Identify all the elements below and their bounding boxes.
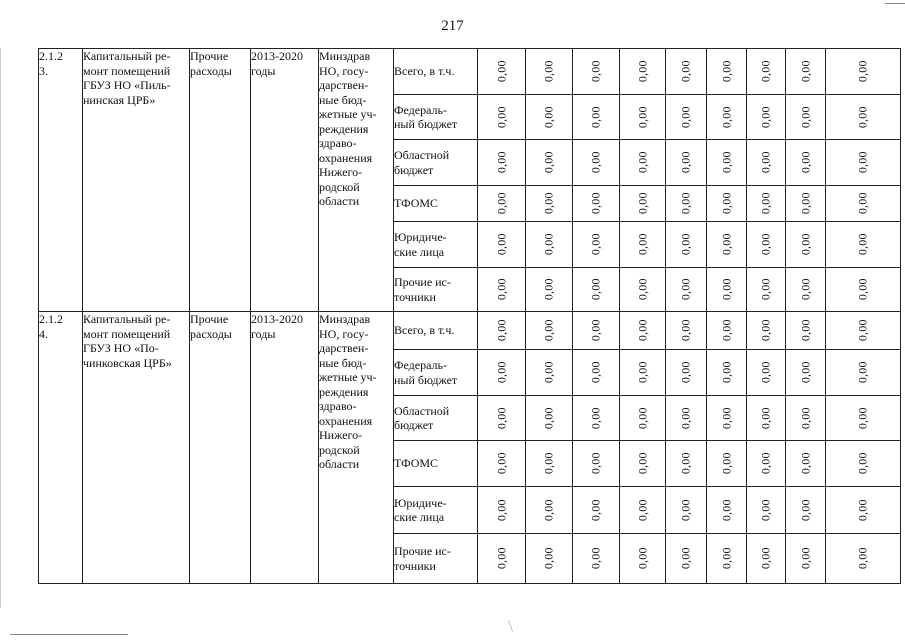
- value-cell: [826, 140, 901, 186]
- value-cell: [707, 186, 747, 222]
- value-cell: [526, 186, 573, 222]
- value-cell: [707, 534, 747, 584]
- value-cell: [826, 268, 901, 312]
- amount-value: 0,00: [758, 452, 773, 475]
- value-cell: [478, 350, 526, 396]
- value-cell: [747, 441, 786, 487]
- amount-value: 0,00: [494, 192, 509, 215]
- amount-value: 0,00: [494, 499, 509, 521]
- amount-value: 0,00: [719, 151, 734, 174]
- amount-value: 0,00: [635, 233, 650, 256]
- value-cell: [786, 312, 826, 350]
- value-cell: [478, 396, 526, 441]
- amount-value: 0,00: [758, 192, 773, 215]
- amount-value: 0,00: [855, 192, 870, 215]
- funding-source-cell: [394, 268, 478, 312]
- amount-value: 0,00: [855, 499, 870, 521]
- bottom-rule: [10, 634, 128, 635]
- amount-value: 0,00: [541, 547, 556, 570]
- value-cell: [786, 268, 826, 312]
- amount-value: 0,00: [758, 60, 773, 83]
- value-cell: [786, 441, 826, 487]
- value-cell: [826, 49, 901, 95]
- amount-value: 0,00: [798, 60, 813, 83]
- scan-edge-mark: [0, 48, 1, 608]
- amount-value: 0,00: [541, 407, 556, 429]
- amount-value: 0,00: [541, 499, 556, 521]
- value-cell: [666, 441, 707, 487]
- amount-value: 0,00: [635, 499, 650, 521]
- amount-value: 0,00: [588, 499, 603, 521]
- period: 2013-2020 годы: [251, 49, 303, 78]
- amount-value: 0,00: [494, 319, 509, 342]
- amount-value: 0,00: [758, 319, 773, 342]
- amount-value: 0,00: [541, 452, 556, 475]
- value-cell: [747, 95, 786, 140]
- value-cell: [526, 268, 573, 312]
- value-cell: [573, 534, 620, 584]
- value-cell: [786, 49, 826, 95]
- value-cell: [620, 49, 666, 95]
- value-cell: [826, 350, 901, 396]
- amount-value: 0,00: [541, 278, 556, 301]
- amount-value: 0,00: [798, 361, 813, 384]
- value-cell: [666, 95, 707, 140]
- item-code-cell: [39, 49, 83, 312]
- value-cell: [707, 49, 747, 95]
- value-cell: [786, 396, 826, 441]
- expense-type: Прочие расходы: [190, 49, 232, 78]
- value-cell: [620, 222, 666, 268]
- amount-value: 0,00: [588, 192, 603, 215]
- value-cell: [747, 350, 786, 396]
- funding-source: Юридиче- ские лица: [394, 230, 447, 259]
- item-code: 2.1.2 4.: [39, 312, 63, 341]
- amount-value: 0,00: [855, 319, 870, 342]
- amount-value: 0,00: [798, 319, 813, 342]
- table-row: [39, 312, 901, 350]
- value-cell: [666, 396, 707, 441]
- amount-value: 0,00: [541, 319, 556, 342]
- value-cell: [478, 268, 526, 312]
- value-cell: [666, 268, 707, 312]
- value-cell: [747, 140, 786, 186]
- amount-value: 0,00: [719, 361, 734, 384]
- expense-type: Прочие расходы: [190, 312, 232, 341]
- funding-source: Областной бюджет: [394, 148, 450, 177]
- amount-value: 0,00: [541, 233, 556, 256]
- value-cell: [573, 49, 620, 95]
- executor-cell: [319, 49, 394, 312]
- item-name: Капитальный ре- монт помещений ГБУЗ НО «По- чинковская ЦРБ»: [83, 312, 172, 370]
- amount-value: 0,00: [758, 547, 773, 570]
- funding-source-cell: [394, 487, 478, 534]
- amount-value: 0,00: [719, 106, 734, 128]
- value-cell: [620, 268, 666, 312]
- amount-value: 0,00: [494, 361, 509, 384]
- item-code-cell: [39, 312, 83, 584]
- value-cell: [707, 222, 747, 268]
- amount-value: 0,00: [588, 233, 603, 256]
- value-cell: [666, 186, 707, 222]
- value-cell: [707, 396, 747, 441]
- amount-value: 0,00: [635, 452, 650, 475]
- amount-value: 0,00: [855, 278, 870, 301]
- value-cell: [478, 534, 526, 584]
- value-cell: [786, 487, 826, 534]
- amount-value: 0,00: [719, 319, 734, 342]
- value-cell: [526, 350, 573, 396]
- amount-value: 0,00: [494, 452, 509, 475]
- edge-rule: [885, 3, 905, 4]
- value-cell: [826, 534, 901, 584]
- value-cell: [478, 312, 526, 350]
- amount-value: 0,00: [588, 278, 603, 301]
- value-cell: [573, 487, 620, 534]
- amount-value: 0,00: [494, 547, 509, 570]
- amount-value: 0,00: [494, 233, 509, 256]
- value-cell: [747, 268, 786, 312]
- item-name-cell: [83, 312, 190, 584]
- table-row: [39, 49, 901, 95]
- item-name: Капитальный ре- монт помещений ГБУЗ НО «Пиль- нинская ЦРБ»: [83, 49, 171, 107]
- amount-value: 0,00: [678, 407, 693, 429]
- value-cell: [526, 95, 573, 140]
- amount-value: 0,00: [758, 407, 773, 429]
- amount-value: 0,00: [678, 106, 693, 128]
- amount-value: 0,00: [758, 361, 773, 384]
- amount-value: 0,00: [635, 60, 650, 83]
- amount-value: 0,00: [798, 499, 813, 521]
- amount-value: 0,00: [798, 278, 813, 301]
- amount-value: 0,00: [678, 361, 693, 384]
- funding-source-cell: [394, 95, 478, 140]
- amount-value: 0,00: [678, 499, 693, 521]
- value-cell: [826, 186, 901, 222]
- value-cell: [666, 312, 707, 350]
- funding-source-cell: [394, 312, 478, 350]
- funding-source-cell: [394, 534, 478, 584]
- amount-value: 0,00: [855, 151, 870, 174]
- period: 2013-2020 годы: [251, 312, 303, 341]
- value-cell: [747, 487, 786, 534]
- funding-source-cell: [394, 222, 478, 268]
- value-cell: [573, 140, 620, 186]
- value-cell: [666, 487, 707, 534]
- amount-value: 0,00: [798, 547, 813, 570]
- value-cell: [526, 312, 573, 350]
- value-cell: [747, 396, 786, 441]
- value-cell: [573, 312, 620, 350]
- funding-source-cell: [394, 350, 478, 396]
- value-cell: [620, 312, 666, 350]
- scan-mark: [508, 620, 513, 632]
- value-cell: [786, 140, 826, 186]
- amount-value: 0,00: [758, 278, 773, 301]
- funding-source: Всего, в т.ч.: [394, 323, 455, 338]
- value-cell: [620, 441, 666, 487]
- amount-value: 0,00: [541, 192, 556, 215]
- amount-value: 0,00: [758, 499, 773, 521]
- value-cell: [666, 49, 707, 95]
- value-cell: [826, 312, 901, 350]
- value-cell: [666, 534, 707, 584]
- value-cell: [707, 350, 747, 396]
- value-cell: [707, 140, 747, 186]
- amount-value: 0,00: [494, 60, 509, 83]
- value-cell: [707, 441, 747, 487]
- value-cell: [478, 441, 526, 487]
- value-cell: [707, 487, 747, 534]
- amount-value: 0,00: [635, 278, 650, 301]
- value-cell: [620, 487, 666, 534]
- amount-value: 0,00: [855, 361, 870, 384]
- amount-value: 0,00: [588, 60, 603, 83]
- value-cell: [526, 140, 573, 186]
- item-name-cell: [83, 49, 190, 312]
- amount-value: 0,00: [494, 407, 509, 429]
- amount-value: 0,00: [798, 233, 813, 256]
- value-cell: [620, 350, 666, 396]
- table-body: [39, 49, 901, 584]
- amount-value: 0,00: [588, 151, 603, 174]
- value-cell: [478, 140, 526, 186]
- amount-value: 0,00: [798, 192, 813, 215]
- amount-value: 0,00: [719, 547, 734, 570]
- value-cell: [666, 222, 707, 268]
- funding-source: Областной бюджет: [394, 403, 450, 432]
- value-cell: [620, 140, 666, 186]
- value-cell: [786, 186, 826, 222]
- amount-value: 0,00: [635, 407, 650, 429]
- value-cell: [747, 186, 786, 222]
- amount-value: 0,00: [758, 106, 773, 128]
- amount-value: 0,00: [678, 319, 693, 342]
- amount-value: 0,00: [494, 151, 509, 174]
- value-cell: [666, 140, 707, 186]
- funding-source-cell: [394, 396, 478, 441]
- value-cell: [747, 312, 786, 350]
- amount-value: 0,00: [588, 319, 603, 342]
- amount-value: 0,00: [798, 407, 813, 429]
- funding-source-cell: [394, 186, 478, 222]
- page-number: 217: [441, 18, 464, 34]
- period-cell: [251, 49, 319, 312]
- value-cell: [478, 49, 526, 95]
- funding-source-cell: [394, 49, 478, 95]
- funding-source: Всего, в т.ч.: [394, 64, 455, 79]
- value-cell: [526, 396, 573, 441]
- funding-source: Прочие ис- точники: [394, 544, 451, 573]
- value-cell: [620, 396, 666, 441]
- amount-value: 0,00: [719, 60, 734, 83]
- value-cell: [786, 95, 826, 140]
- value-cell: [826, 222, 901, 268]
- executor: Минздрав НО, госу- дарствен- ные бюд- жетные уч- реждения здраво- охранения Нижего- родской области: [319, 49, 377, 208]
- value-cell: [526, 534, 573, 584]
- amount-value: 0,00: [541, 151, 556, 174]
- amount-value: 0,00: [855, 547, 870, 570]
- value-cell: [478, 222, 526, 268]
- funding-source: Федераль- ный бюджет: [394, 102, 458, 131]
- value-cell: [478, 186, 526, 222]
- funding-source: Юридиче- ские лица: [394, 495, 447, 524]
- amount-value: 0,00: [541, 60, 556, 83]
- amount-value: 0,00: [798, 151, 813, 174]
- funding-source: ТФОМС: [394, 196, 439, 211]
- amount-value: 0,00: [635, 319, 650, 342]
- value-cell: [478, 487, 526, 534]
- amount-value: 0,00: [758, 151, 773, 174]
- amount-value: 0,00: [678, 452, 693, 475]
- funding-source: Федераль- ный бюджет: [394, 358, 458, 387]
- value-cell: [620, 534, 666, 584]
- amount-value: 0,00: [494, 278, 509, 301]
- value-cell: [526, 49, 573, 95]
- amount-value: 0,00: [719, 192, 734, 215]
- value-cell: [826, 441, 901, 487]
- value-cell: [573, 268, 620, 312]
- amount-value: 0,00: [494, 106, 509, 128]
- amount-value: 0,00: [588, 106, 603, 128]
- value-cell: [826, 95, 901, 140]
- value-cell: [526, 487, 573, 534]
- amount-value: 0,00: [588, 407, 603, 429]
- amount-value: 0,00: [588, 361, 603, 384]
- expense-type-cell: [190, 49, 251, 312]
- amount-value: 0,00: [798, 106, 813, 128]
- value-cell: [573, 186, 620, 222]
- value-cell: [620, 95, 666, 140]
- amount-value: 0,00: [635, 106, 650, 128]
- funding-source: ТФОМС: [394, 456, 439, 471]
- amount-value: 0,00: [719, 407, 734, 429]
- value-cell: [478, 95, 526, 140]
- value-cell: [826, 396, 901, 441]
- item-code: 2.1.2 3.: [39, 49, 63, 78]
- value-cell: [666, 350, 707, 396]
- value-cell: [573, 222, 620, 268]
- expense-type-cell: [190, 312, 251, 584]
- amount-value: 0,00: [678, 151, 693, 174]
- value-cell: [573, 350, 620, 396]
- value-cell: [707, 268, 747, 312]
- amount-value: 0,00: [541, 361, 556, 384]
- amount-value: 0,00: [635, 151, 650, 174]
- amount-value: 0,00: [855, 106, 870, 128]
- value-cell: [573, 95, 620, 140]
- amount-value: 0,00: [678, 192, 693, 215]
- amount-value: 0,00: [678, 278, 693, 301]
- amount-value: 0,00: [588, 547, 603, 570]
- value-cell: [786, 222, 826, 268]
- value-cell: [526, 441, 573, 487]
- value-cell: [526, 222, 573, 268]
- period-cell: [251, 312, 319, 584]
- amount-value: 0,00: [719, 233, 734, 256]
- amount-value: 0,00: [758, 233, 773, 256]
- amount-value: 0,00: [541, 106, 556, 128]
- value-cell: [573, 396, 620, 441]
- amount-value: 0,00: [719, 278, 734, 301]
- value-cell: [707, 312, 747, 350]
- amount-value: 0,00: [798, 452, 813, 475]
- amount-value: 0,00: [635, 547, 650, 570]
- value-cell: [620, 186, 666, 222]
- value-cell: [786, 350, 826, 396]
- value-cell: [826, 487, 901, 534]
- value-cell: [747, 222, 786, 268]
- amount-value: 0,00: [719, 452, 734, 475]
- amount-value: 0,00: [678, 547, 693, 570]
- amount-value: 0,00: [855, 407, 870, 429]
- value-cell: [747, 534, 786, 584]
- amount-value: 0,00: [855, 233, 870, 256]
- executor: Минздрав НО, госу- дарствен- ные бюд- жетные уч- реждения здраво- охранения Нижего- родской области: [319, 312, 377, 471]
- amount-value: 0,00: [635, 192, 650, 215]
- amount-value: 0,00: [678, 60, 693, 83]
- value-cell: [573, 441, 620, 487]
- value-cell: [747, 49, 786, 95]
- value-cell: [707, 95, 747, 140]
- executor-cell: [319, 312, 394, 584]
- amount-value: 0,00: [719, 499, 734, 521]
- amount-value: 0,00: [588, 452, 603, 475]
- funding-source-cell: [394, 441, 478, 487]
- budget-table: [38, 48, 901, 584]
- value-cell: [786, 534, 826, 584]
- amount-value: 0,00: [678, 233, 693, 256]
- funding-source-cell: [394, 140, 478, 186]
- amount-value: 0,00: [635, 361, 650, 384]
- amount-value: 0,00: [855, 60, 870, 83]
- funding-source: Прочие ис- точники: [394, 275, 451, 304]
- amount-value: 0,00: [855, 452, 870, 475]
